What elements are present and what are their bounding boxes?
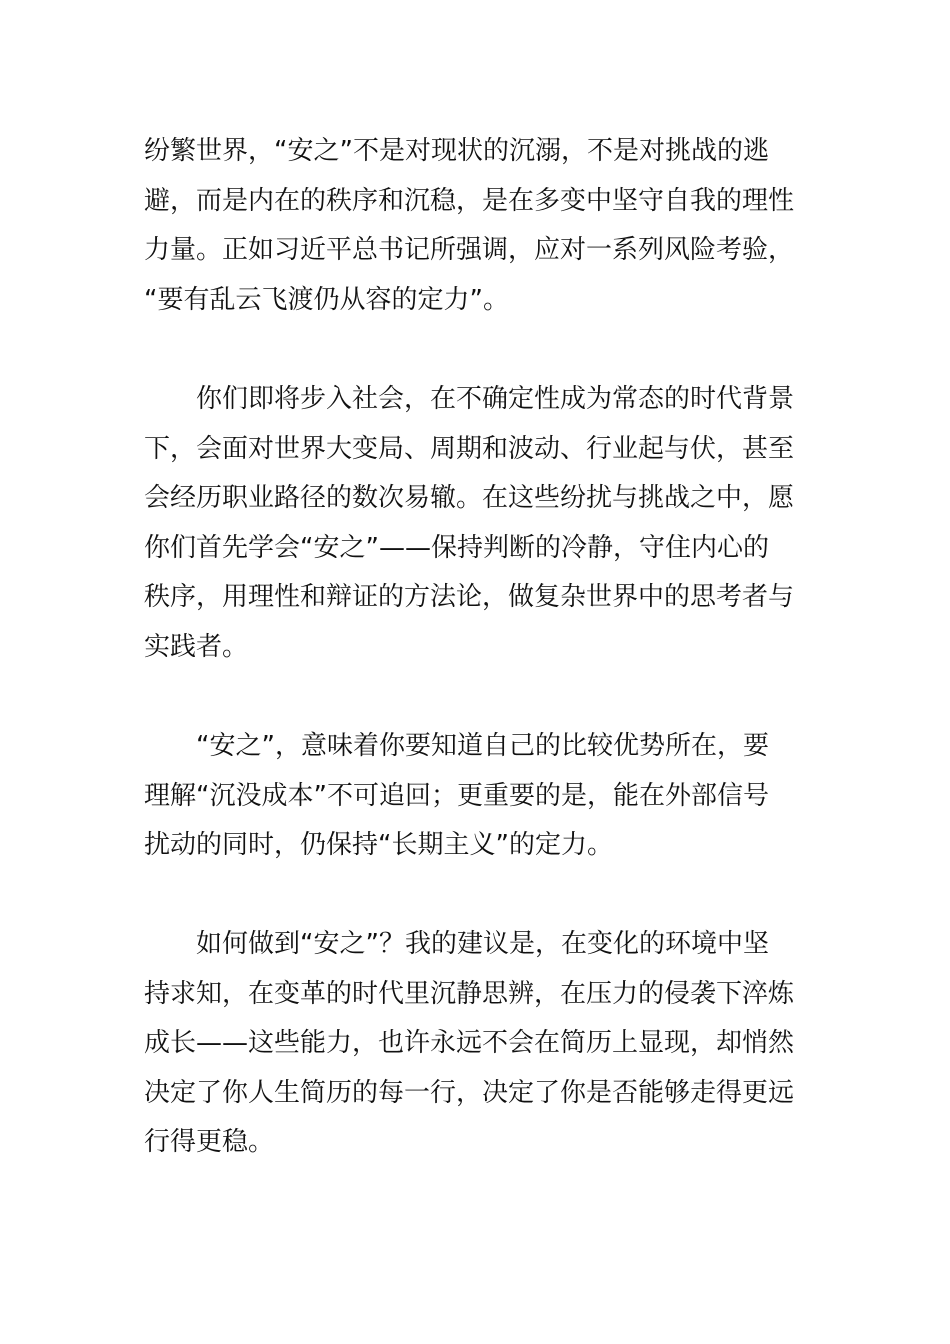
paragraph-line: 会经历职业路径的数次易辙。在这些纷扰与挑战之中，愿 <box>144 483 795 513</box>
paragraph-first-line: 如何做到“安之”？我的建议是，在变化的环境中坚 <box>196 929 769 959</box>
paragraph-first-line: 你们即将步入社会，在不确定性成为常态的时代背景 <box>196 384 795 414</box>
paragraph-4 <box>144 920 814 1168</box>
paragraph-line: 成长——这些能力，也许永远不会在简历上显现，却悄然 <box>144 1028 795 1058</box>
paragraph-line: 决定了你人生简历的每一行，决定了你是否能够走得更远 <box>144 1077 795 1108</box>
paragraph-3 <box>144 722 814 871</box>
paragraph-2 <box>144 375 814 672</box>
paragraph-line: 理解“沉没成本”不可追回；更重要的是，能在外部信号 <box>144 780 769 811</box>
paragraph-line: 行得更稳。 <box>144 1127 275 1157</box>
paragraph-1 <box>144 127 814 325</box>
paragraph-line: 你们首先学会“安之”——保持判断的冷静，守住内心的 <box>144 532 769 563</box>
paragraph-line: 实践者。 <box>144 631 249 662</box>
paragraph-line: “要有乱云飞渡仍从容的定力”。 <box>144 284 509 315</box>
paragraph-line: 扰动的同时，仍保持“长期主义”的定力。 <box>144 830 613 860</box>
paragraph-line: 秩序，用理性和辩证的方法论，做复杂世界中的思考者与 <box>144 582 795 612</box>
paragraph-first-line: “安之”，意味着你要知道自己的比较优势所在，要 <box>196 731 769 761</box>
paragraph-line: 避，而是内在的秩序和沉稳，是在多变中坚守自我的理性 <box>144 185 795 216</box>
paragraph-line: 下，会面对世界大变局、周期和波动、行业起与伏，甚至 <box>144 433 795 464</box>
paragraph-line: 持求知，在变革的时代里沉静思辨，在压力的侵袭下淬炼 <box>144 978 795 1009</box>
paragraph-line: 纷繁世界，“安之”不是对现状的沉溺，不是对挑战的逃 <box>144 136 769 166</box>
paragraph-line: 力量。正如习近平总书记所强调，应对一系列风险考验， <box>144 235 795 265</box>
